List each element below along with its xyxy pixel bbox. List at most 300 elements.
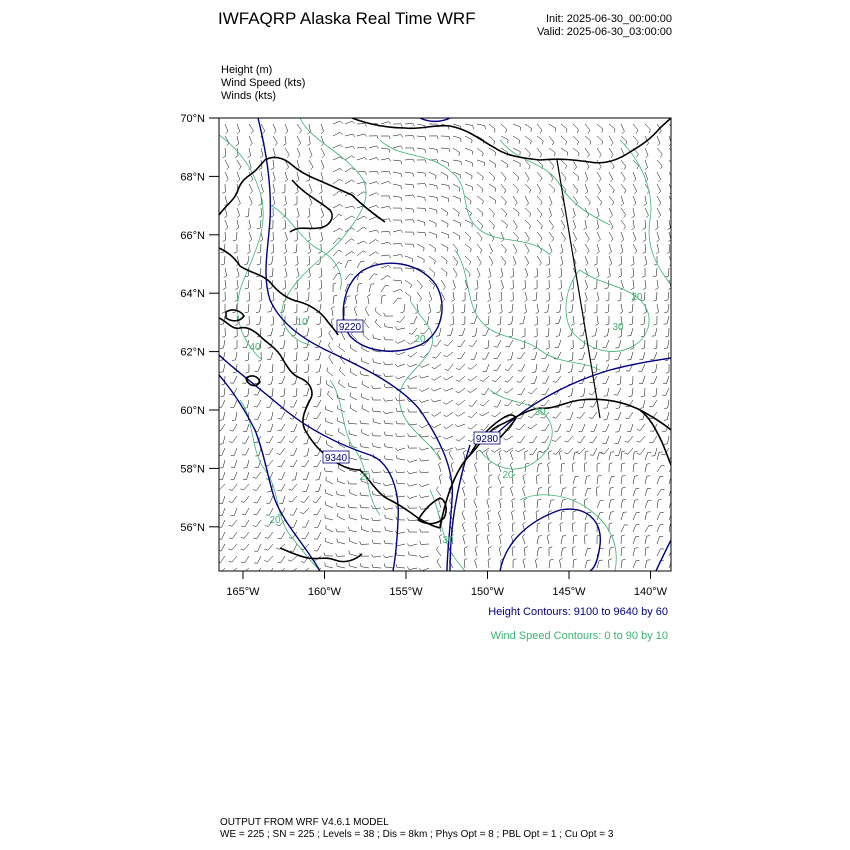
wind-barb: [361, 526, 369, 532]
wind-barb: [407, 567, 417, 570]
wind-barb: [325, 563, 333, 568]
lon-tick-label: 165°W: [226, 586, 260, 598]
wind-barb: [333, 204, 343, 208]
wind-barb: [417, 220, 425, 226]
wind-barb: [584, 462, 587, 472]
wind-barb: [542, 364, 549, 371]
wind-barb: [513, 148, 520, 155]
wind-barb: [326, 501, 333, 508]
wind-barb: [257, 256, 261, 265]
wind-barb: [294, 304, 297, 313]
wind-barb: [605, 304, 609, 313]
wind-barb: [243, 460, 249, 468]
wind-barb: [249, 124, 253, 134]
lat-tick-label: 60°N: [180, 405, 205, 417]
wind-barb: [296, 172, 299, 182]
wind-barb: [549, 500, 554, 508]
wind-barb: [554, 424, 561, 431]
wind-barb: [553, 412, 561, 418]
wind-barb: [384, 323, 393, 328]
wind-barb: [498, 462, 501, 472]
wind-barb: [664, 400, 669, 409]
wind-barb: [381, 206, 391, 209]
wind-barb: [259, 292, 262, 302]
wind-barb: [444, 424, 454, 429]
wind-barb: [277, 556, 285, 563]
wind-barb: [417, 280, 422, 289]
wind-barb: [652, 328, 657, 336]
wind-barb: [333, 295, 337, 304]
wind-barb: [372, 433, 381, 437]
wind-barb: [232, 412, 237, 421]
wind-barb: [282, 184, 285, 193]
wind-barb: [253, 520, 261, 527]
wind-barb: [223, 148, 226, 158]
map-area: [216, 118, 677, 575]
wind-barb: [465, 220, 472, 227]
wind-barb: [339, 380, 345, 388]
wind-barb: [407, 364, 417, 367]
wind-barb: [606, 316, 609, 325]
wind-barb: [561, 136, 567, 145]
wind-barb: [468, 364, 477, 369]
wind-barb: [477, 232, 482, 241]
wind-barb: [548, 523, 551, 533]
wind-barb: [324, 468, 333, 472]
kotzebue-sound-coast: [290, 180, 332, 232]
wind-barb: [278, 532, 285, 539]
wind-speed-contour-label: 40: [249, 342, 261, 353]
wind-barb: [453, 244, 458, 253]
wind-barb: [463, 486, 466, 496]
wind-barb: [232, 352, 237, 361]
wind-barb: [256, 304, 261, 313]
wind-barb: [294, 232, 297, 241]
wind-barb: [606, 292, 609, 301]
wind-barb: [597, 232, 600, 242]
wind-barb: [615, 448, 621, 456]
wind-barb: [441, 280, 445, 290]
wind-barb: [349, 550, 357, 556]
wind-barb: [474, 498, 477, 508]
wind-barb: [369, 240, 379, 245]
wind-barb: [419, 447, 429, 450]
wind-barb: [345, 121, 355, 124]
wind-barb: [513, 136, 520, 144]
wind-barb: [664, 340, 669, 349]
wind-barb: [537, 172, 542, 181]
wind-barb: [315, 352, 321, 360]
wind-barb: [273, 172, 276, 182]
wind-barb: [609, 124, 615, 133]
wind-barb: [289, 436, 297, 443]
wind-barb: [225, 220, 228, 230]
wind-barb: [456, 436, 465, 441]
wind-barb: [597, 184, 601, 194]
wind-barb: [541, 424, 549, 431]
wind-barb: [349, 527, 357, 532]
wind-barb: [621, 535, 625, 544]
wind-barb: [350, 538, 358, 544]
wind-barb: [384, 313, 393, 316]
wind-barb: [555, 316, 561, 324]
wind-barb: [305, 364, 310, 373]
wind-barb: [606, 352, 609, 361]
wind-barb: [444, 352, 453, 357]
wind-barb: [407, 518, 417, 521]
wind-barb: [231, 460, 237, 468]
wind-barb: [489, 124, 495, 133]
wind-barb: [385, 515, 393, 520]
wind-barb: [429, 148, 438, 153]
valid-time: Valid: 2025-06-30_03:00:00: [537, 26, 672, 38]
wind-barb: [419, 470, 429, 473]
wind-barb: [234, 340, 237, 349]
wind-barb: [609, 184, 614, 193]
wind-barb: [464, 498, 467, 508]
wind-barb: [657, 232, 660, 242]
wind-barb: [260, 148, 263, 158]
wind-barb: [464, 559, 467, 569]
wind-barb: [405, 159, 415, 162]
wind-barb: [266, 448, 274, 455]
wind-barb: [281, 364, 286, 373]
wind-barb: [349, 454, 357, 460]
wind-barb: [572, 547, 575, 557]
wind-barb: [432, 412, 442, 416]
wind-barb: [657, 489, 665, 496]
wind-barb: [407, 471, 417, 474]
wind-barb: [645, 488, 651, 496]
wind-barb: [381, 158, 391, 161]
brooks-arctic-coast: [352, 118, 671, 163]
wind-barb: [560, 244, 563, 254]
wind-barb: [432, 364, 441, 369]
wind-barb: [621, 184, 626, 193]
wind-barb: [609, 196, 614, 205]
wind-barb: [573, 476, 579, 484]
wind-barb: [609, 136, 613, 146]
wind-barb: [552, 436, 561, 442]
bering-coast: [219, 318, 360, 470]
wind-barb: [362, 429, 369, 436]
wind-barb: [620, 304, 623, 314]
wind-barb: [650, 376, 657, 383]
wind-barb: [396, 470, 406, 473]
wind-barb: [641, 388, 645, 397]
wind-barb: [468, 412, 477, 418]
wind-barb: [549, 451, 552, 460]
wind-barb: [465, 124, 473, 129]
wind-barb: [303, 472, 309, 480]
wind-barb: [475, 522, 478, 532]
wind-speed-contour-label: 30: [442, 535, 454, 546]
wind-barb: [542, 376, 549, 383]
wind-barb: [290, 520, 297, 527]
wind-barb: [513, 196, 517, 206]
wind-barb: [585, 476, 590, 484]
wind-barb: [627, 352, 633, 360]
wind-barb: [417, 232, 426, 236]
wind-barb: [523, 486, 526, 496]
wind-barb: [597, 160, 601, 170]
wind-barb: [585, 184, 588, 194]
wind-barb: [573, 535, 577, 544]
wind-barb: [235, 280, 238, 290]
wind-barb: [633, 476, 638, 484]
wind-barb: [222, 292, 225, 301]
wind-barb: [314, 460, 322, 467]
wind-barb: [631, 268, 634, 278]
wind-barb: [507, 352, 513, 360]
wind-barb: [561, 500, 566, 509]
wind-barb: [643, 196, 646, 206]
wind-barb: [417, 184, 426, 187]
wind-barb: [221, 388, 225, 397]
wind-barb: [537, 536, 542, 544]
wind-barb: [253, 508, 261, 515]
height-contour-legend: Height Contours: 9100 to 9640 by 60: [488, 606, 668, 618]
wind-barb: [313, 496, 321, 503]
wind-barb: [629, 304, 633, 313]
wind-barb: [357, 283, 362, 292]
wind-barb: [509, 304, 514, 313]
wind-barb: [621, 124, 624, 134]
wind-barb: [473, 292, 477, 301]
wind-barb: [241, 556, 249, 563]
wind-barb: [633, 513, 640, 520]
wind-barb: [362, 358, 369, 364]
wind-barb: [489, 160, 496, 168]
wind-barb: [513, 160, 520, 167]
wind-barb: [290, 460, 297, 467]
wind-barb: [419, 400, 429, 403]
wind-barb: [229, 556, 237, 562]
wind-barb: [489, 475, 492, 484]
wind-barb: [431, 399, 441, 402]
wind-barb: [405, 232, 414, 235]
wind-barb: [329, 330, 333, 340]
wind-barb: [357, 182, 367, 185]
wind-barb: [621, 475, 626, 484]
wind-barb: [381, 148, 390, 153]
wind-barb: [278, 460, 286, 467]
wind-barb: [235, 292, 238, 302]
wind-barb: [362, 405, 369, 412]
wind-barb: [525, 547, 528, 556]
wind-speed-contour: [566, 270, 649, 352]
wind-barb: [328, 391, 334, 400]
wind-barb: [383, 411, 393, 414]
wind-barb: [314, 520, 321, 527]
wind-barb: [285, 148, 289, 158]
wind-barb: [643, 280, 646, 290]
wind-barb: [663, 376, 669, 384]
wind-barb: [629, 376, 633, 385]
wind-barb: [549, 184, 555, 193]
wind-barb: [633, 525, 640, 532]
wind-barb: [268, 256, 273, 265]
wind-barb: [465, 232, 471, 241]
wind-barb: [349, 562, 357, 568]
wind-barb: [549, 136, 554, 145]
st-lawrence-island: [226, 310, 244, 321]
wind-barb: [629, 316, 633, 325]
wind-barb: [525, 244, 529, 254]
wind-barb: [633, 536, 639, 544]
wind-barb: [429, 184, 437, 189]
wind-barb: [381, 255, 391, 258]
wind-barb: [561, 124, 567, 133]
wind-barb: [241, 532, 249, 538]
wind-barb: [245, 352, 249, 361]
wind-barb: [372, 469, 382, 472]
wind-barb: [383, 555, 393, 558]
wind-barb: [285, 232, 288, 242]
wind-barb: [549, 172, 553, 182]
wind-barb: [573, 160, 577, 170]
wind-barb: [615, 340, 621, 348]
wind-barb: [573, 220, 576, 230]
wind-barb: [381, 196, 390, 199]
wind-barb: [241, 496, 249, 502]
wind-barb: [621, 487, 626, 496]
lat-tick-label: 68°N: [180, 171, 205, 184]
wind-barb: [326, 440, 333, 448]
wind-barb: [585, 548, 591, 556]
wind-barb: [523, 474, 526, 484]
wind-barb: [501, 124, 507, 133]
wind-barb: [561, 232, 566, 242]
wind-barb: [408, 352, 417, 357]
wind-barb: [529, 436, 537, 443]
wind-barb: [393, 146, 403, 149]
wind-barb: [614, 352, 621, 359]
wind-barb: [288, 568, 297, 573]
wind-barb: [621, 196, 624, 206]
wind-barb: [217, 556, 225, 563]
wind-barb: [489, 256, 493, 266]
wind-barb: [419, 495, 429, 498]
wind-barb: [254, 556, 261, 563]
wind-barb: [326, 525, 333, 532]
wind-barb: [604, 400, 609, 408]
wind-barb: [307, 136, 310, 146]
wind-barb: [649, 400, 657, 407]
wind-barb: [569, 352, 573, 361]
wind-barb: [357, 227, 366, 232]
wind-barb: [240, 484, 249, 490]
wind-barb: [223, 232, 226, 242]
lon-tick-label: 145°W: [552, 586, 586, 598]
wind-barb: [457, 340, 465, 347]
wind-barb: [325, 515, 333, 520]
wind-barb: [405, 208, 414, 213]
wind-barb: [476, 487, 479, 497]
wind-barb: [592, 328, 597, 336]
wind-barb: [513, 184, 518, 193]
wind-barb: [242, 508, 249, 515]
wind-barb: [393, 160, 402, 164]
wind-barb: [345, 180, 355, 184]
wind-barb: [417, 172, 426, 177]
wind-barb: [350, 344, 357, 352]
wind-barb: [417, 256, 424, 263]
wind-barb: [369, 193, 379, 196]
wind-barb: [669, 466, 677, 473]
wind-barb: [549, 124, 556, 132]
wind-barb: [245, 208, 249, 217]
wind-barb: [333, 191, 342, 196]
wind-barb: [465, 136, 472, 143]
wind-barb: [594, 280, 598, 289]
wind-barb: [509, 328, 513, 337]
wind-barb: [357, 134, 367, 137]
wind-barb: [549, 511, 552, 520]
wind-barb: [476, 451, 479, 461]
wind-barb: [489, 136, 495, 145]
wind-barb: [534, 328, 537, 337]
wind-barb: [456, 388, 465, 393]
wind-barb: [549, 148, 555, 156]
wind-barb: [501, 220, 507, 228]
wind-barb: [645, 208, 649, 218]
wind-barb: [590, 400, 597, 407]
wind-barb: [501, 208, 507, 217]
wind-barb: [302, 520, 309, 527]
wind-barb: [468, 424, 477, 429]
wind-barb: [625, 412, 633, 419]
wind-barb: [669, 160, 674, 169]
wind-barb: [609, 500, 614, 509]
wind-barb: [585, 172, 588, 182]
model-version: OUTPUT FROM WRF V4.6.1 MODEL: [220, 817, 389, 828]
wind-barb: [260, 172, 263, 182]
wind-barb: [350, 393, 357, 400]
wind-barb: [319, 184, 322, 194]
wind-barb: [405, 135, 415, 138]
wind-barb: [381, 276, 391, 281]
wind-barb: [605, 280, 609, 289]
wind-barb: [290, 448, 297, 455]
wind-barb: [577, 436, 585, 443]
wind-barb: [360, 443, 369, 448]
wind-barb: [488, 522, 491, 532]
wind-barb: [645, 512, 650, 520]
wind-barb: [266, 436, 273, 443]
wind-barb: [477, 220, 483, 229]
wind-barb: [437, 558, 441, 568]
wind-barb: [573, 172, 579, 181]
wind-barb: [357, 147, 367, 150]
wind-barb: [585, 535, 588, 545]
wind-barb: [345, 146, 355, 149]
wind-barb: [653, 268, 657, 277]
wind-barb: [465, 160, 472, 167]
wind-barb: [304, 352, 309, 360]
wind-barb: [492, 376, 501, 382]
wind-barb: [439, 474, 442, 484]
wind-barb: [261, 184, 264, 194]
wind-barb: [314, 544, 321, 551]
wind-barb: [609, 487, 614, 496]
wind-barb: [633, 184, 637, 194]
wind-barb: [537, 136, 543, 144]
wind-barb: [497, 316, 501, 325]
wind-barb: [639, 376, 645, 384]
wind-speed-contour-label: 30: [534, 407, 546, 418]
wind-barb: [472, 328, 477, 337]
